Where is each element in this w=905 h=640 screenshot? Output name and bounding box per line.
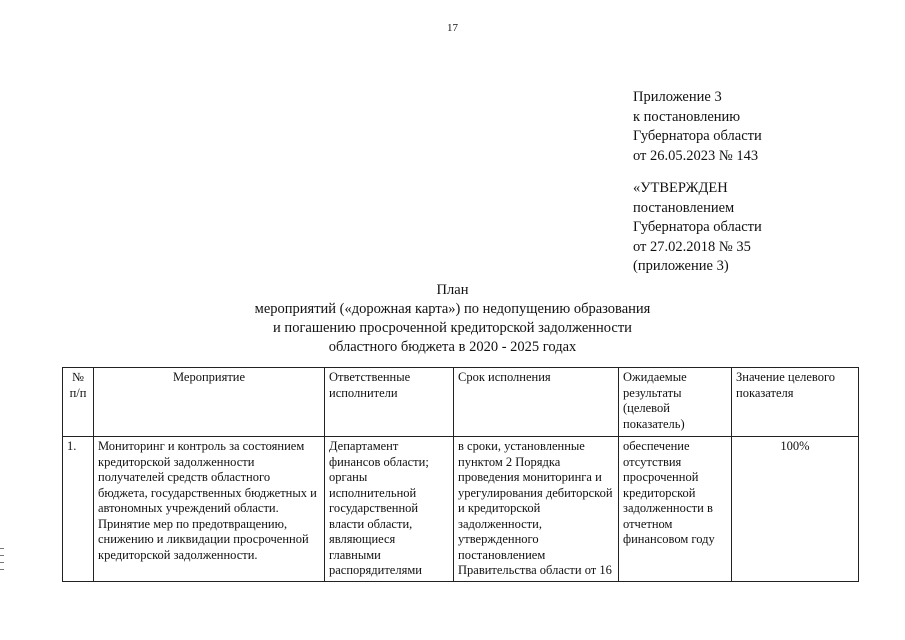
cell-number: 1. xyxy=(63,437,94,582)
header-number: № п/п xyxy=(63,368,94,437)
roadmap-table xyxy=(62,367,859,582)
scan-mark xyxy=(0,548,4,549)
scan-mark xyxy=(0,555,4,556)
approval-note xyxy=(633,179,762,277)
approval-line: «УТВЕРЖДЕН xyxy=(633,180,728,196)
approval-line: Губернатора области xyxy=(633,219,762,235)
appendix-line: Приложение 3 xyxy=(633,89,722,105)
title-line: и погашению просроченной кредиторской задолженности xyxy=(273,320,632,336)
title-line: План xyxy=(436,282,469,298)
header-target-value: Значение целевого показателя xyxy=(732,368,859,437)
scan-mark xyxy=(0,562,4,563)
approval-line: постановлением xyxy=(633,199,735,216)
scan-mark xyxy=(0,569,4,570)
header-expected-result: Ожидаемые результаты (целевой показатель) xyxy=(619,368,732,437)
document-title xyxy=(0,281,905,357)
title-line: мероприятий («дорожная карта») по недопущению образования xyxy=(254,301,651,317)
cell-target-value: 100% xyxy=(732,437,859,582)
approval-line: (приложение 3) xyxy=(633,258,729,274)
appendix-note xyxy=(633,88,762,166)
appendix-line: Губернатора области xyxy=(633,128,762,144)
table-header-row xyxy=(63,368,859,437)
header-term: Срок исполнения xyxy=(454,368,619,437)
appendix-line: к постановлению xyxy=(633,108,741,125)
cell-executors: Департамент финансов области; органы исполнительной государственной власти области, являющиеся главными распорядителями xyxy=(325,437,454,582)
cell-expected-result: обеспечение отсутствия просроченной кредиторской задолженности в отчетном финансовом году xyxy=(619,437,732,582)
cell-event: Мониторинг и контроль за состоянием кредиторской задолженности получателей средств областного бюджета, государственных бюджетных и автономных учреждений области. Принятие мер по предотвращению, снижению и ликвидации просроченной кредиторской задолженности. xyxy=(94,437,325,582)
header-event: Мероприятие xyxy=(94,368,325,437)
title-line: областного бюджета в 2020 - 2025 годах xyxy=(328,339,577,355)
approval-line: от 27.02.2018 № 35 xyxy=(633,238,751,255)
scan-edge-marks xyxy=(0,548,5,576)
appendix-line: от 26.05.2023 № 143 xyxy=(633,147,759,164)
cell-term: в сроки, установленные пунктом 2 Порядка проведения мониторинга и урегулирования дебиторской и кредиторской задолженности, утвержденного постановлением Правительства области от 16 xyxy=(454,437,619,582)
header-executors: Ответственные исполнители xyxy=(325,368,454,437)
table-row xyxy=(63,437,859,582)
page-number: 17 xyxy=(447,22,458,34)
